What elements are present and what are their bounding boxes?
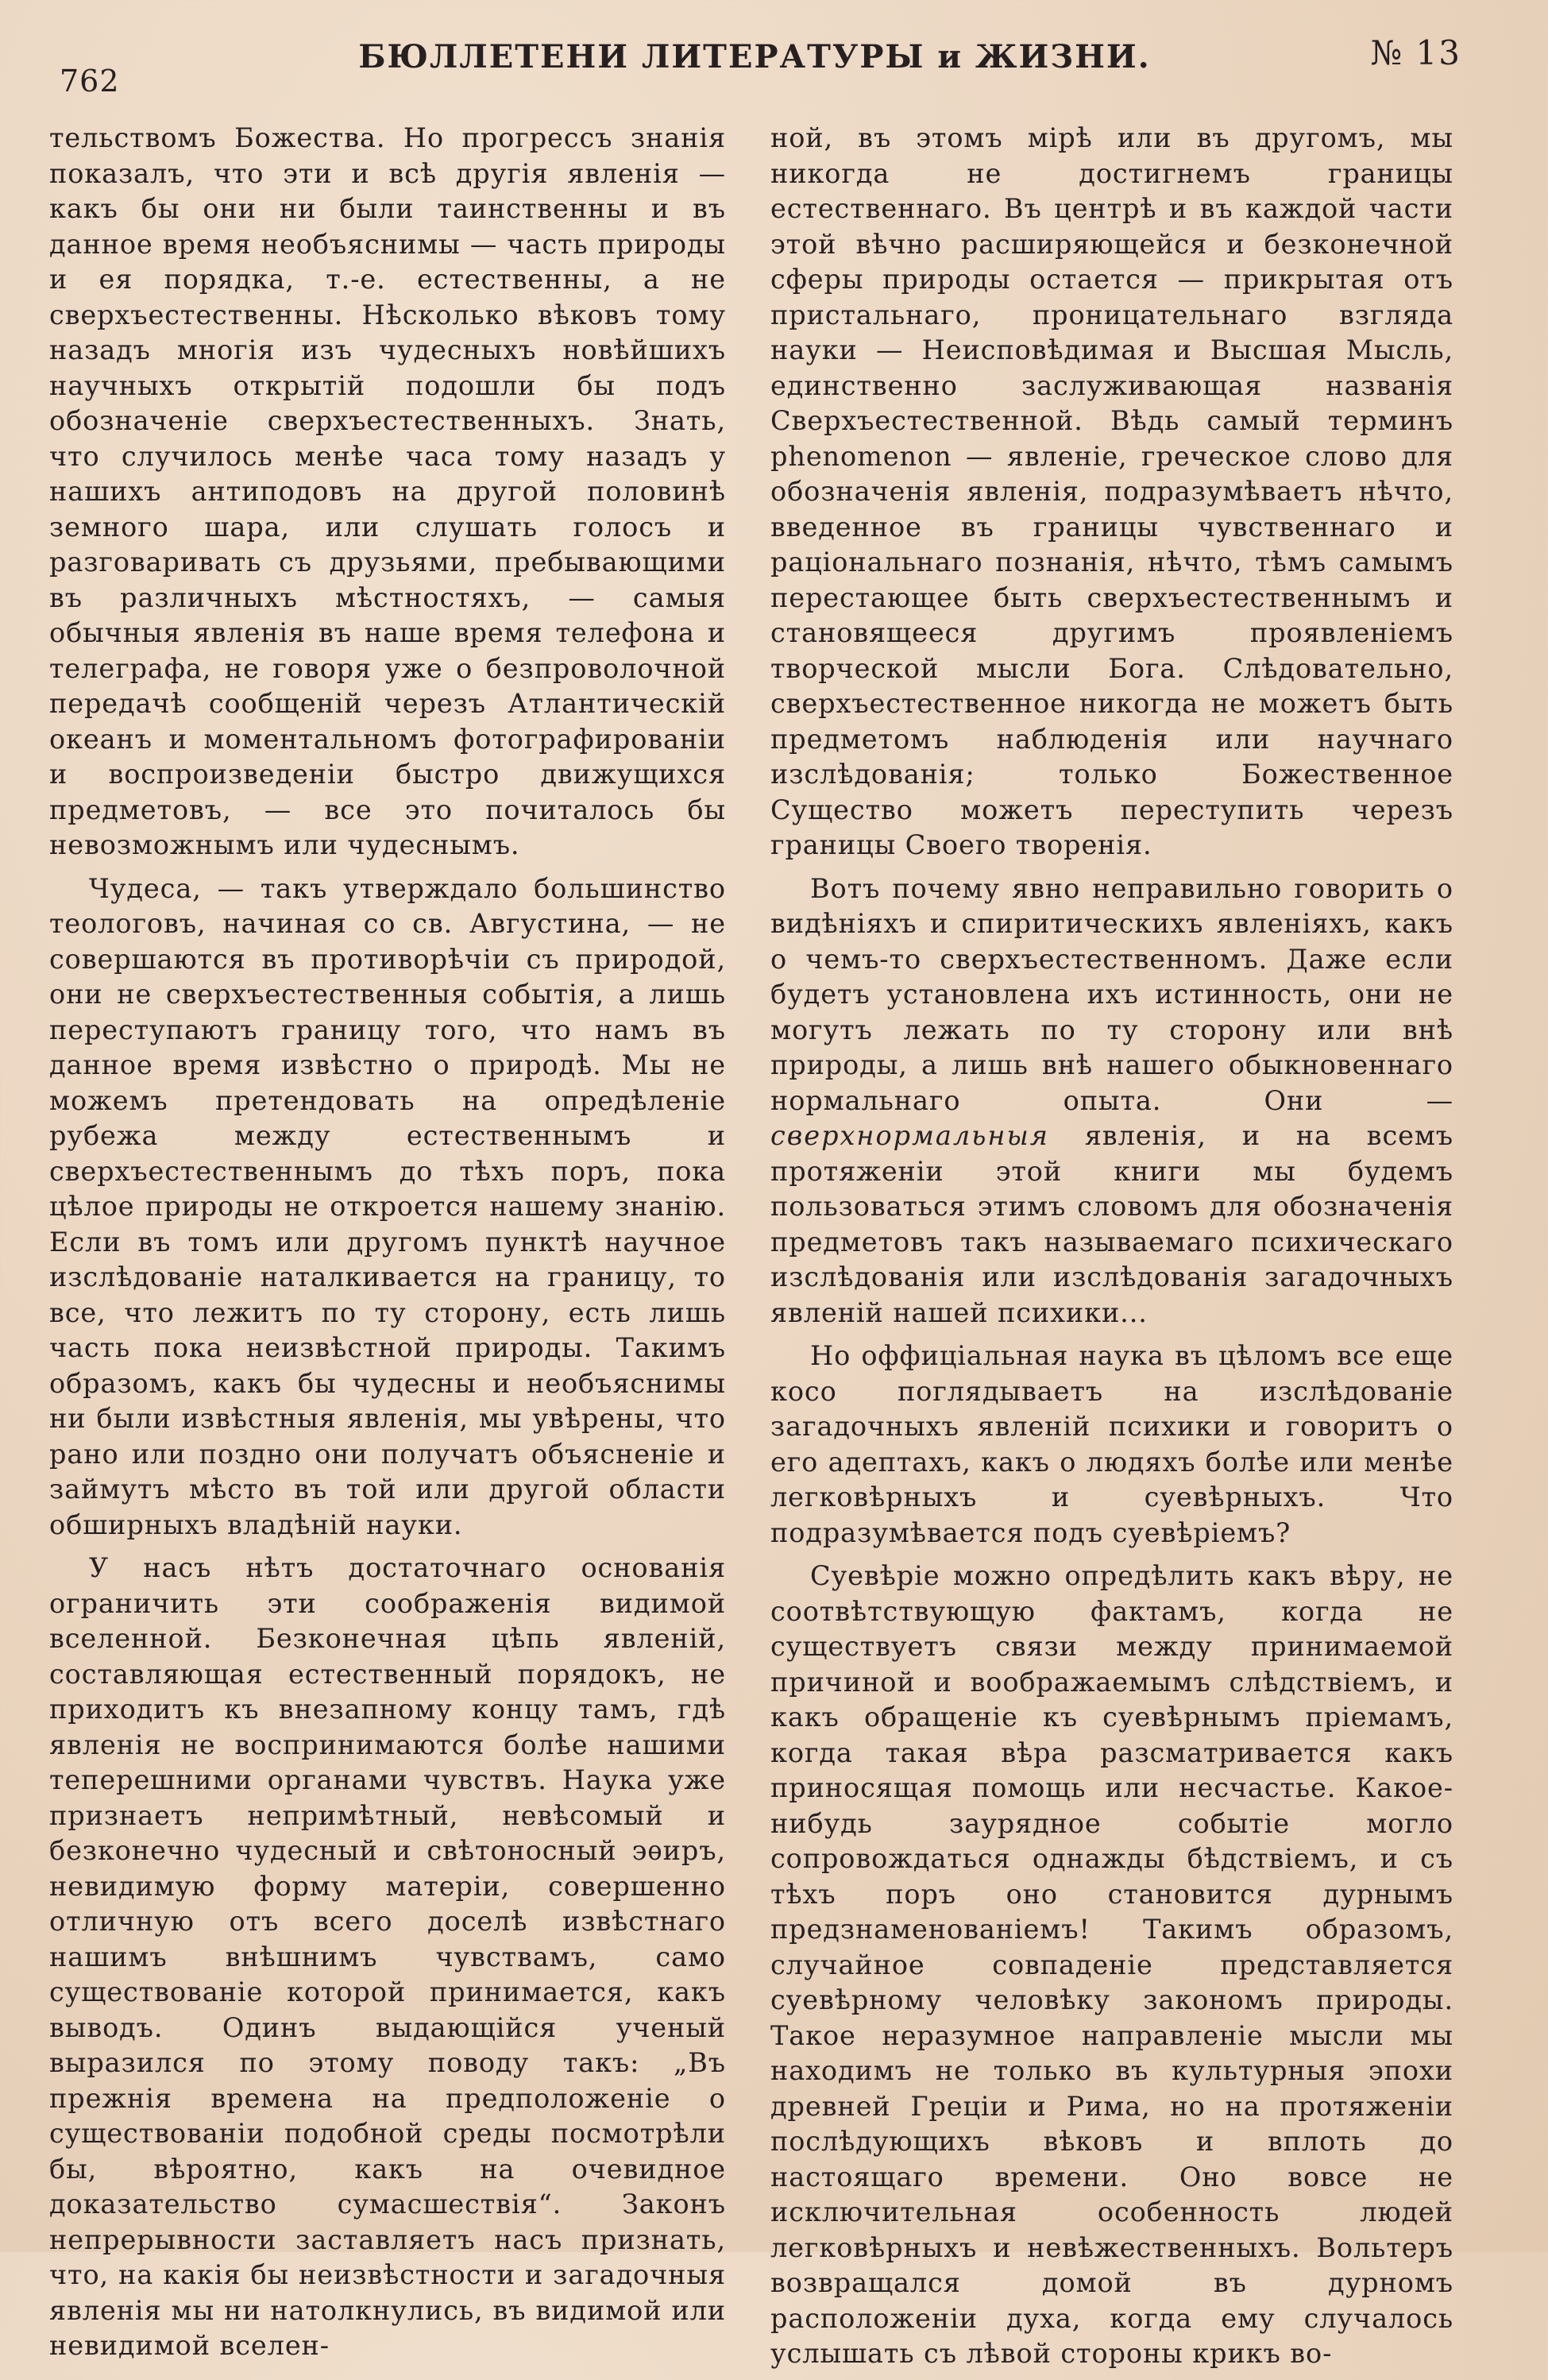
paragraph: ной, въ этомъ мірѣ или въ другомъ, мы никогда не достигнемъ границы естественнаго. Въ центрѣ и въ каждой части этой вѣчно расширяющейся и безконечной сферы природы остается — прикрытая отъ пристальнаго, проницательнаго взгляда науки — Неисповѣдимая и Высшая Мысль, единственно заслуживающая названія Сверхъестественной. Вѣдь самый терминъ phenomenon — явленіе, греческое слово для обозначенія явленія, подразумѣваетъ нѣчто, введенное въ границы чувственнаго и раціональнаго познанія, нѣчто, тѣмъ самымъ перестающее быть сверхъестественнымъ и становящееся другимъ проявленіемъ творческой мысли Бога. Слѣдовательно, сверхъестественное никогда не можетъ быть предметомъ наблюденія или научнаго изслѣдованія; только Божественное Существо можетъ переступить черезъ границы Своего творенія. [770,122,1453,860]
paragraph [770,871,1453,1331]
paragraph: Но оффиціальная наука въ цѣломъ все еще косо поглядываетъ на изслѣдованіе загадочныхъ явленій психики и говоритъ о его адептахъ, какъ о людяхъ болѣе или менѣе легковѣрныхъ и суевѣрныхъ. Что подразумѣвается подъ суевѣріемъ? [770,1340,1453,1548]
issue-number: № 13 [1370,33,1461,72]
right-column [770,121,1453,2380]
page-number: 762 [60,64,120,99]
running-title: БЮЛЛЕТЕНИ ЛИТЕРАТУРЫ и ЖИЗНИ. [358,38,1151,75]
emphasized-term: сверхнормальныя [770,1120,1049,1151]
paragraph: тельствомъ Божества. Но прогрессъ знанія показалъ, что эти и всѣ другія явленія — какъ бы они ни были таинственны и въ данное время необъяснимы — часть природы и ея порядка, т.-е. естественны, а не сверхъестественны. Нѣсколько вѣковъ тому назадъ многія изъ чудесныхъ новѣйшихъ научныхъ открытій подошли бы подъ обозначеніе сверхъестественныхъ. Знать, что случилось менѣе часа тому назадъ у нашихъ антиподовъ на другой половинѣ земного шара, или слушать голосъ и разговаривать съ друзьями, пребывающими въ различныхъ мѣстностяхъ, — самыя обычныя явленія въ наше время телефона и телеграфа, не говоря уже о безпроволочной передачѣ сообщеній черезъ Атлантическій океанъ и моментальномъ фотографированіи и воспроизведеніи быстро движущихся предметовъ, — все это почиталось бы невозможнымъ или чудеснымъ. [49,122,726,860]
paragraph: Чудеса, — такъ утверждало большинство теологовъ, начиная со св. Августина, — не совершаются въ противорѣчіи съ природой, они не сверхъестественныя событія, а лишь переступаютъ границу того, что намъ въ данное время извѣстно о природѣ. Мы не можемъ претендовать на опредѣленіе рубежа между естественнымъ и сверхъестественнымъ до тѣхъ поръ, пока цѣлое природы не откроется нашему знанію. Если въ томъ или другомъ пунктѣ научное изслѣдованіе наталкивается на границу, то все, что лежитъ по ту сторону, есть лишь часть пока неизвѣстной природы. Такимъ образомъ, какъ бы чудесны и необъяснимы ни были извѣстныя явленія, мы увѣрены, что рано или поздно они получатъ объясненіе и займутъ мѣсто въ той или другой области обширныхъ владѣній науки. [49,872,726,1540]
left-column [49,121,726,2372]
page-header [56,30,1461,99]
paragraph: У насъ нѣтъ достаточнаго основанія ограничить эти соображенія видимой вселенной. Безконечная цѣпь явленій, составляющая естественный порядокъ, не приходитъ къ внезапному концу тамъ, гдѣ явленія не воспринимаются болѣе нашими теперешними органами чувствъ. Наука уже признаетъ непримѣтный, невѣсомый и безконечно чудесный и свѣтоносный эѳиръ, невидимую форму матеріи, совершенно отличную отъ всего доселѣ извѣстнаго нашимъ внѣшнимъ чувствамъ, само существованіе которой принимается, какъ выводъ. Одинъ выдающійся ученый выразился по этому поводу такъ: „Въ прежнія времена на предположеніе о существованіи подобной среды посмотрѣли бы, вѣроятно, какъ на очевидное доказательство сумасшествія“. Законъ непрерывности заставляетъ насъ признать, что, на какія бы неизвѣстности и загадочныя явленія мы ни натолкнулись, въ видимой или невидимой вселен- [49,1552,726,2361]
paragraph-text: явленія, и на всемъ протяженіи этой книги мы будемъ пользоваться этимъ словомъ для обозначенія предметовъ такъ называемаго психическаго изслѣдованія или изслѣдованія загадочныхъ явленій нашей психики... [770,1120,1453,1328]
paragraph-text: Вотъ почему явно неправильно говорить о видѣніяхъ и спиритическихъ явленіяхъ, какъ о чемъ-то сверхъестественномъ. Даже если будетъ установлена ихъ истинность, они не могутъ лежать по ту сторону или внѣ природы, а лишь внѣ нашего обыкновеннаго нормальнаго опыта. Они — [770,872,1453,1116]
paragraph: Суевѣріе можно опредѣлить какъ вѣру, не соотвѣтствующую фактамъ, когда не существуетъ связи между принимаемой причиной и воображаемымъ слѣдствіемъ, и какъ обращеніе къ суевѣрнымъ пріемамъ, когда такая вѣра разсматривается какъ приносящая помощь или несчастье. Какое-нибудь заурядное событіе могло сопровождаться однажды бѣдствіемъ, и съ тѣхъ поръ оно становится дурнымъ предзнаменованіемъ! Такимъ образомъ, случайное совпаденіе представляется суевѣрному человѣку закономъ природы. Такое неразумное направленіе мысли мы находимъ не только въ культурныя эпохи древней Греціи и Рима, но на протяженіи послѣдующихъ вѣковъ и вплоть до настоящаго времени. Оно вовсе не исключительная особенность людей легковѣрныхъ и невѣжественныхъ. Вольтеръ возвращался домой въ дурномъ расположеніи духа, когда ему случалось услышать съ лѣвой стороны крикъ во- [770,1560,1453,2369]
